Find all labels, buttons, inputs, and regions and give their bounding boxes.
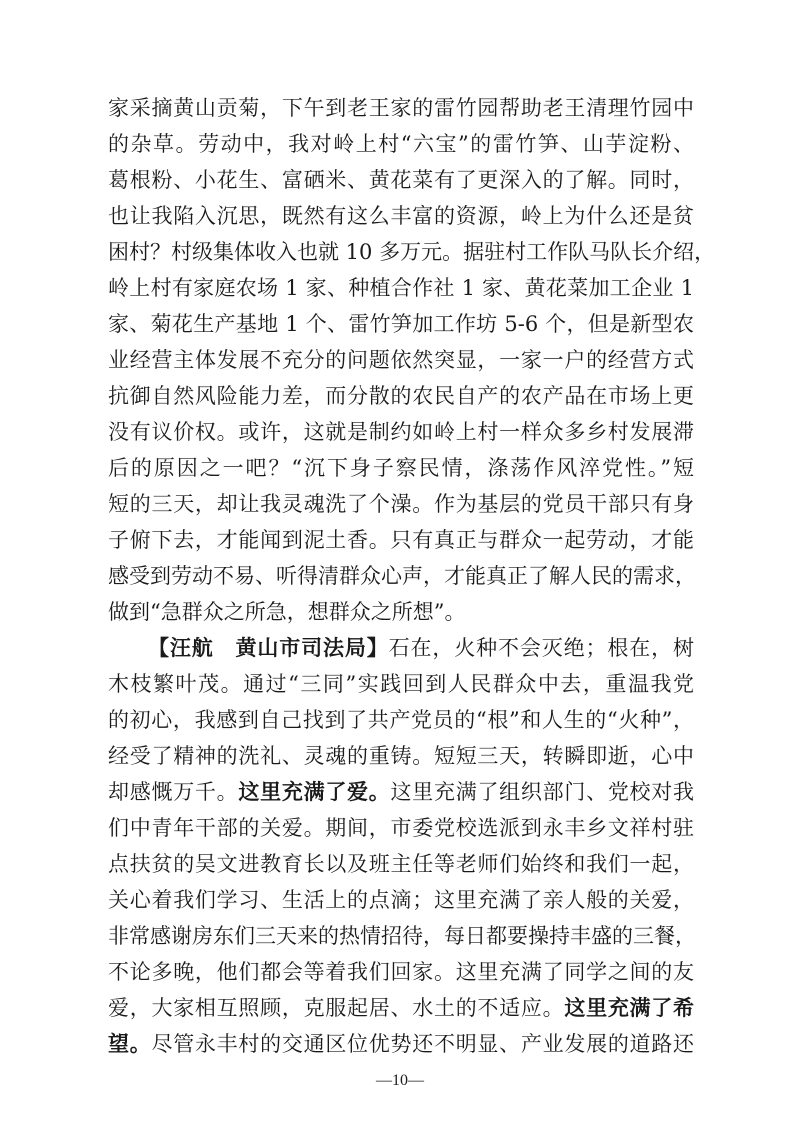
text-line: 家采摘黄山贡菊，下午到老王家的雷竹园帮助老王清理竹园中 bbox=[108, 96, 694, 120]
text-line: 困村？村级集体收入也就 10 多万元。据驻村工作队马队长介绍， bbox=[108, 240, 716, 264]
text-line: 没有议价权。或许，这就是制约如岭上村一样众多乡村发展滞 bbox=[108, 420, 694, 444]
text-line: 们中青年干部的关爱。期间，市委党校选派到永丰乡文祥村驻 bbox=[108, 816, 694, 840]
text-line: 后的原因之一吧？“沉下身子察民情，涤荡作风淬党性。”短 bbox=[108, 456, 694, 480]
text-line: 短的三天，却让我灵魂洗了个澡。作为基层的党员干部只有身 bbox=[108, 492, 694, 516]
text-line: 木枝繁叶茂。通过“三同”实践回到人民群众中去，重温我党 bbox=[108, 672, 694, 696]
text-line: 感受到劳动不易、听得清群众心声，才能真正了解人民的需求， bbox=[108, 564, 696, 588]
text-line: 葛根粉、小花生、富硒米、黄花菜有了更深入的了解。同时， bbox=[108, 168, 694, 192]
text-line: 做到“急群众之所急，想群众之所想”。 bbox=[108, 600, 466, 624]
text-line: 不论多晚，他们都会等着我们回家。这里充满了同学之间的友 bbox=[108, 960, 694, 984]
text-line: 的初心，我感到自己找到了共产党员的“根”和人生的“火种”， bbox=[108, 708, 694, 732]
text-run: 尽管永丰村的交通区位优势还不明显、产业发展的道路还 bbox=[151, 1032, 695, 1056]
emphasis-text: 这里充满了希 bbox=[564, 995, 695, 1020]
text-run: 石在，火种不会灭绝；根在，树 bbox=[388, 636, 694, 660]
text-line: 抗御自然风险能力差，而分散的农民自产的农产品在市场上更 bbox=[108, 384, 694, 408]
text-line bbox=[148, 633, 694, 663]
text-run: 爱，大家相互照顾，克服起居、水土的不适应。 bbox=[108, 996, 565, 1020]
speaker-label: 【汪航 黄山市司法局】 bbox=[148, 635, 389, 660]
emphasis-text: 望。 bbox=[108, 1031, 152, 1056]
text-line bbox=[108, 1029, 694, 1059]
text-run: 这里充满了组织部门、党校对我 bbox=[390, 780, 695, 804]
text-line: 岭上村有家庭农场 1 家、种植合作社 1 家、黄花菜加工企业 1 bbox=[108, 276, 694, 300]
text-line bbox=[108, 777, 694, 807]
text-line: 家、菊花生产基地 1 个、雷竹笋加工作坊 5-6 个，但是新型农 bbox=[108, 312, 694, 336]
text-line: 非常感谢房东们三天来的热情招待，每日都要操持丰盛的三餐， bbox=[108, 924, 696, 948]
page-number: —10— bbox=[376, 1072, 424, 1089]
text-line: 经受了精神的洗礼、灵魂的重铸。短短三天，转瞬即逝，心中 bbox=[108, 744, 694, 768]
text-line: 的杂草。劳动中，我对岭上村“六宝”的雷竹笋、山芋淀粉、 bbox=[108, 132, 694, 156]
text-run: 却感慨万千。 bbox=[108, 780, 239, 804]
emphasis-text: 这里充满了爱。 bbox=[238, 779, 391, 804]
text-line bbox=[108, 993, 694, 1023]
text-line: 业经营主体发展不充分的问题依然突显，一家一户的经营方式 bbox=[108, 348, 694, 372]
text-line: 点扶贫的吴文进教育长以及班主任等老师们始终和我们一起， bbox=[108, 852, 694, 876]
text-line: 也让我陷入沉思，既然有这么丰富的资源，岭上为什么还是贫 bbox=[108, 204, 694, 228]
text-line: 关心着我们学习、生活上的点滴；这里充满了亲人般的关爱， bbox=[108, 888, 694, 912]
text-line: 子俯下去，才能闻到泥土香。只有真正与群众一起劳动，才能 bbox=[108, 528, 694, 552]
